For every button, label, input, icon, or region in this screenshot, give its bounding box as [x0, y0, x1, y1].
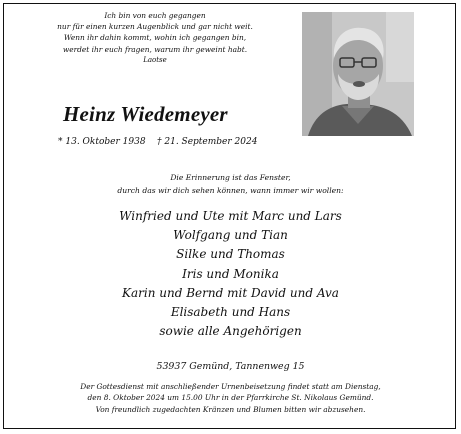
- mourner-line: Elisabeth und Hans: [170, 305, 291, 320]
- quote-line: nur für einen kurzen Augenblick und gar nicht weit.: [57, 22, 253, 32]
- quote-line: werdet ihr euch fragen, warum ihr geweint habt.: [62, 44, 248, 54]
- service-line: Von freundlich zugedachten Kränzen und Blumen bitten wir abzusehen.: [95, 404, 366, 414]
- mourner-line: Iris und Monika: [182, 266, 279, 281]
- memorial-verse: [20, 172, 441, 197]
- quote-block: [20, 10, 290, 66]
- mourner-line: sowie alle Angehörigen: [159, 324, 302, 339]
- service-line: den 8. Oktober 2024 um 15.00 Uhr in der Pfarrkirche St. Nikolaus Gemünd.: [87, 393, 374, 403]
- life-dates: * 13. Oktober 1938 † 21. September 2024: [58, 137, 258, 147]
- deceased-name: Heinz Wiedemeyer: [63, 102, 228, 126]
- mourners-list: [20, 207, 441, 341]
- quote-line: Ich bin von euch gegangen: [104, 11, 206, 20]
- mourner-line: Silke und Thomas: [176, 247, 285, 262]
- verse-line: Die Erinnerung ist das Fenster,: [170, 173, 291, 182]
- mourner-line: Wolfgang und Tian: [173, 228, 288, 243]
- service-line: Der Gottesdienst mit anschließender Urnenbeisetzung findet statt am Dienstag,: [80, 382, 381, 391]
- portrait-photo: [302, 12, 414, 136]
- verse-line: durch das wir dich sehen können, wann immer wir wollen:: [117, 185, 344, 195]
- mourner-line: Karin und Bernd mit David und Ava: [122, 285, 339, 300]
- quote-author: Laotse: [143, 55, 167, 64]
- family-address: 53937 Gemünd, Tannenweg 15: [156, 361, 305, 372]
- mourner-line: Winfried und Ute mit Marc und Lars: [119, 209, 342, 223]
- portrait-illustration: [302, 12, 414, 136]
- service-notice: [20, 381, 441, 415]
- quote-line: Wenn ihr dahin kommt, wohin ich gegangen bin,: [63, 33, 247, 43]
